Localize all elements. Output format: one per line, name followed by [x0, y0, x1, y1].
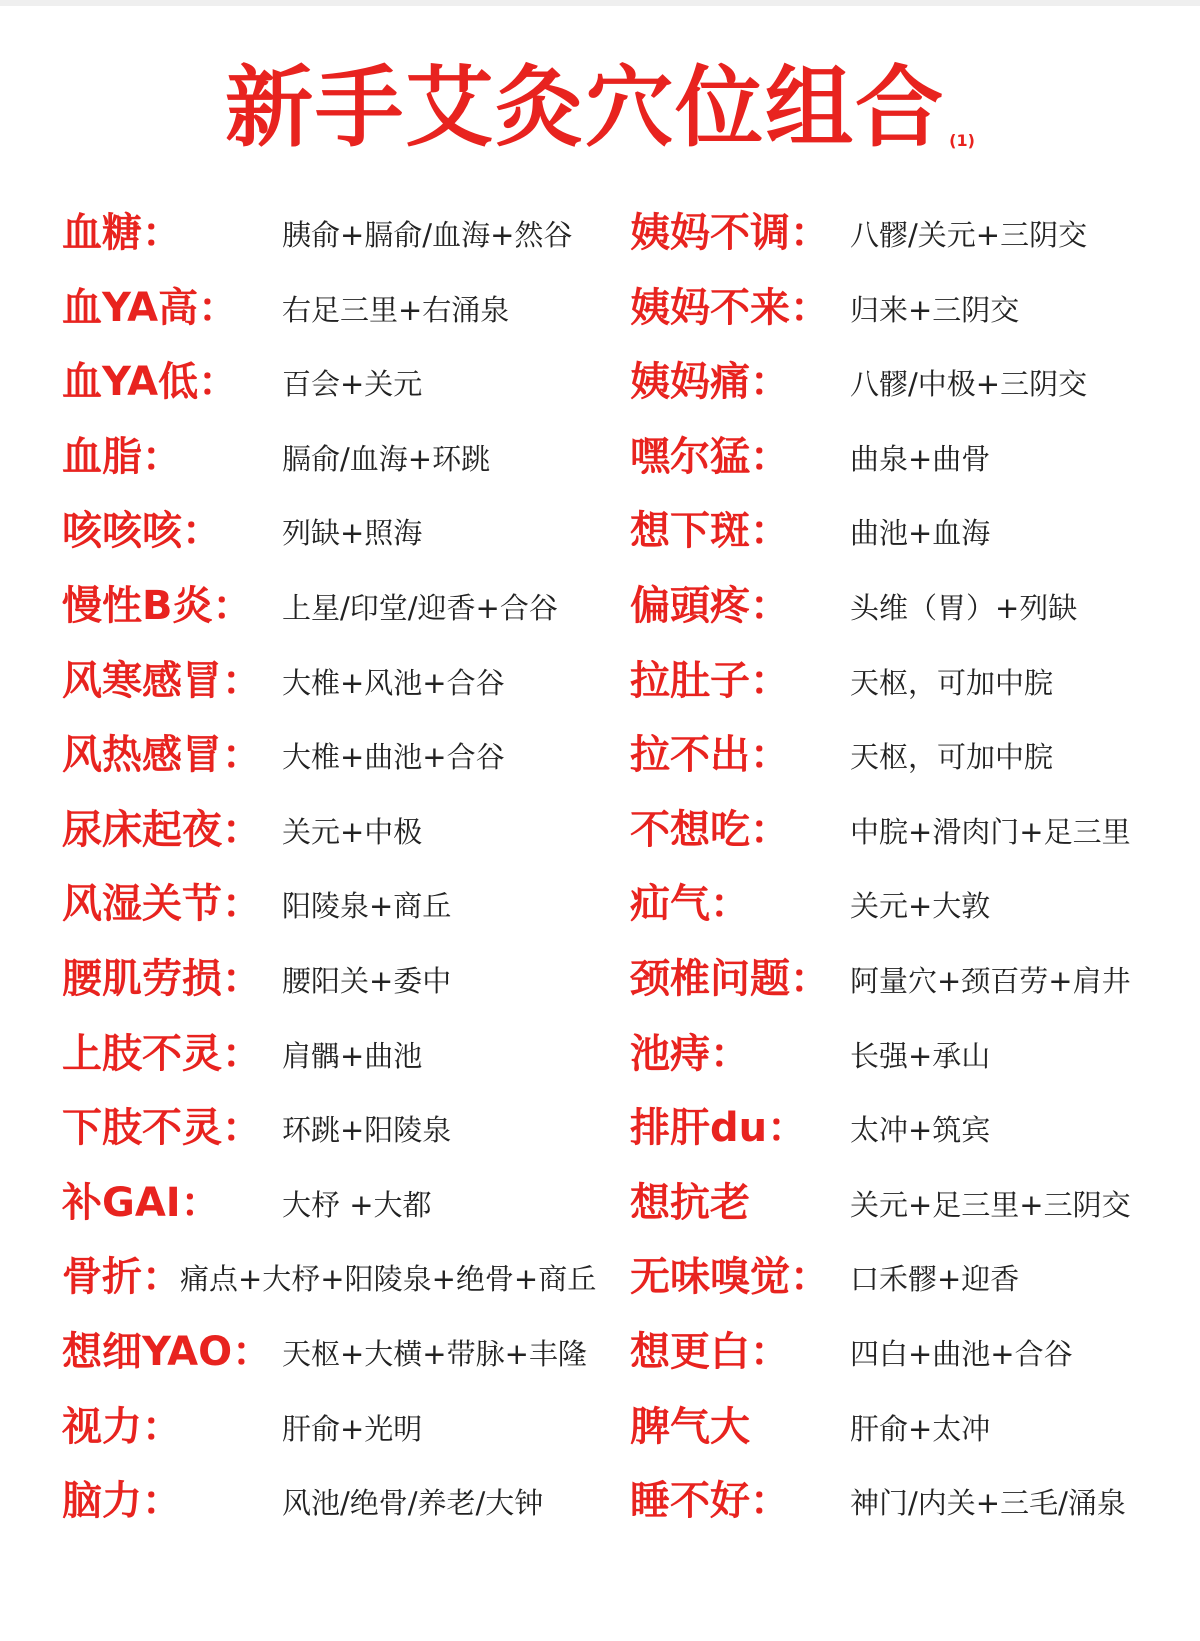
left-row — [62, 802, 622, 877]
acupoint-combo: 肩髃+曲池 — [282, 1038, 423, 1073]
acupoint-combo: 上星/印堂/迎香+合谷 — [282, 590, 558, 625]
condition-label: 补GAI： — [62, 1179, 221, 1226]
condition-label: 姨妈痛： — [630, 359, 790, 406]
acupoint-combo: 太冲+筑宾 — [850, 1113, 991, 1148]
acupoint-combo: 口禾髎+迎香 — [850, 1262, 1020, 1297]
acupoint-combo: 八髎/中极+三阴交 — [850, 367, 1088, 402]
right-row — [630, 1324, 1190, 1399]
right-row — [630, 1175, 1190, 1250]
acupoint-combo: 天枢，可加中脘 — [850, 665, 1054, 700]
condition-label: 血YA高： — [62, 284, 239, 331]
left-row — [62, 503, 622, 578]
right-row — [630, 280, 1190, 355]
condition-label: 姨妈不调： — [630, 210, 830, 256]
acupoint-combo: 关元+大敦 — [850, 889, 991, 924]
acupoint-combo: 曲池+血海 — [850, 516, 991, 551]
left-row — [62, 205, 622, 280]
condition-label: 偏頭疼： — [630, 582, 790, 629]
left-row — [62, 1473, 622, 1548]
condition-label: 血糖： — [62, 210, 182, 256]
right-row — [630, 1399, 1190, 1474]
acupoint-combo: 痛点+大杼+阳陵泉+绝骨+商丘 — [180, 1262, 597, 1297]
acupoint-combo: 四白+曲池+合谷 — [850, 1336, 1073, 1371]
acupoint-combo: 肝俞+光明 — [282, 1411, 423, 1446]
left-row — [62, 1100, 622, 1175]
left-row — [62, 653, 622, 728]
acupoint-combo: 风池/绝骨/养老/大钟 — [282, 1486, 544, 1521]
right-row — [630, 429, 1190, 504]
condition-label: 血脂： — [62, 433, 182, 480]
condition-label: 风湿关节： — [62, 881, 262, 928]
left-row — [62, 727, 622, 802]
condition-label: 疝气： — [630, 881, 750, 928]
acupoint-combo: 百会+关元 — [282, 367, 423, 402]
right-row — [630, 951, 1190, 1026]
condition-label: 尿床起夜： — [62, 806, 262, 853]
right-row — [630, 1026, 1190, 1101]
condition-label: 颈椎问题： — [630, 955, 830, 1002]
acupoint-combo: 八髎/关元+三阴交 — [850, 218, 1088, 252]
condition-label: 风热感冒： — [62, 732, 262, 779]
left-row — [62, 280, 622, 355]
condition-label: 脾气大 — [630, 1403, 750, 1450]
right-row — [630, 1100, 1190, 1175]
title-block — [0, 58, 1200, 158]
condition-label: 咳咳咳： — [62, 508, 222, 555]
right-row — [630, 653, 1190, 728]
left-row — [62, 951, 622, 1026]
condition-label: 拉肚子： — [630, 657, 790, 704]
acupoint-combo: 关元+中极 — [282, 814, 423, 849]
acupoint-combo: 长强+承山 — [850, 1038, 991, 1073]
acupoint-combo: 腰阳关+委中 — [282, 963, 452, 998]
right-row — [630, 1249, 1190, 1324]
condition-label: 拉不出： — [630, 732, 790, 779]
acupoint-combo: 神门/内关+三毛/涌泉 — [850, 1486, 1126, 1521]
acupoint-combo: 曲泉+曲骨 — [850, 441, 991, 476]
condition-label: 排肝du： — [630, 1105, 808, 1152]
acupoint-combo: 大椎+风池+合谷 — [282, 665, 505, 700]
right-row — [630, 578, 1190, 653]
acupoint-combo: 归来+三阴交 — [850, 292, 1020, 327]
condition-label: 姨妈不来： — [630, 284, 830, 331]
left-row — [62, 1026, 622, 1101]
condition-label: 腰肌劳损： — [62, 955, 262, 1002]
left-row — [62, 1249, 622, 1324]
left-row — [62, 1324, 622, 1399]
right-column — [630, 205, 1190, 1548]
left-row — [62, 354, 622, 429]
condition-label: 嘿尔猛： — [630, 433, 790, 480]
condition-label: 上肢不灵： — [62, 1030, 262, 1077]
left-row — [62, 1399, 622, 1474]
acupoint-combo: 关元+足三里+三阴交 — [850, 1187, 1131, 1222]
condition-label: 想抗老 — [630, 1179, 750, 1226]
acupoint-combo: 大杼 +大都 — [282, 1187, 432, 1222]
acupoint-combo: 肝俞+太冲 — [850, 1411, 991, 1446]
right-row — [630, 503, 1190, 578]
acupoint-combo: 阳陵泉+商丘 — [282, 889, 452, 924]
left-row — [62, 429, 622, 504]
condition-label: 想下斑： — [630, 508, 790, 555]
left-row — [62, 578, 622, 653]
condition-label: 血YA低： — [62, 359, 239, 406]
acupoint-combo: 头维（胃）+列缺 — [850, 590, 1078, 625]
left-column — [62, 205, 622, 1548]
right-row — [630, 727, 1190, 802]
left-row — [62, 876, 622, 951]
condition-label: 视力： — [62, 1403, 182, 1450]
acupoint-combo: 天枢+大横+带脉+丰隆 — [282, 1336, 587, 1371]
right-row — [630, 205, 1190, 280]
condition-label: 慢性B炎： — [62, 582, 253, 629]
page-title: 新手艾灸穴位组合 — [225, 56, 946, 159]
condition-label: 风寒感冒： — [62, 657, 262, 704]
right-row — [630, 802, 1190, 877]
acupoint-combo: 列缺+照海 — [282, 516, 423, 551]
condition-label: 池痔： — [630, 1030, 750, 1077]
condition-label: 脑力： — [62, 1478, 182, 1525]
condition-label: 不想吃： — [630, 806, 790, 853]
acupoint-combo: 胰俞+膈俞/血海+然谷 — [282, 218, 573, 252]
acupoint-combo: 右足三里+右涌泉 — [282, 292, 510, 327]
condition-label: 想细YAO： — [62, 1328, 273, 1375]
acupoint-combo: 环跳+阳陵泉 — [282, 1113, 452, 1148]
condition-label: 下肢不灵： — [62, 1105, 262, 1152]
right-row — [630, 1473, 1190, 1548]
acupoint-combo: 膈俞/血海+环跳 — [282, 441, 491, 476]
left-row — [62, 1175, 622, 1250]
condition-label: 骨折： — [62, 1254, 182, 1301]
acupoint-combo: 天枢，可加中脘 — [850, 740, 1054, 775]
title-note: (1) — [949, 131, 975, 150]
right-row — [630, 354, 1190, 429]
acupoint-combo: 阿量穴+颈百劳+肩井 — [850, 963, 1131, 998]
acupoint-combo: 大椎+曲池+合谷 — [282, 740, 505, 775]
condition-label: 睡不好： — [630, 1478, 790, 1525]
acupoint-combo: 中脘+滑肉门+足三里 — [850, 814, 1131, 849]
condition-label: 想更白： — [630, 1328, 790, 1375]
condition-label: 无味嗅觉： — [630, 1254, 830, 1301]
top-border — [0, 0, 1200, 6]
right-row — [630, 876, 1190, 951]
